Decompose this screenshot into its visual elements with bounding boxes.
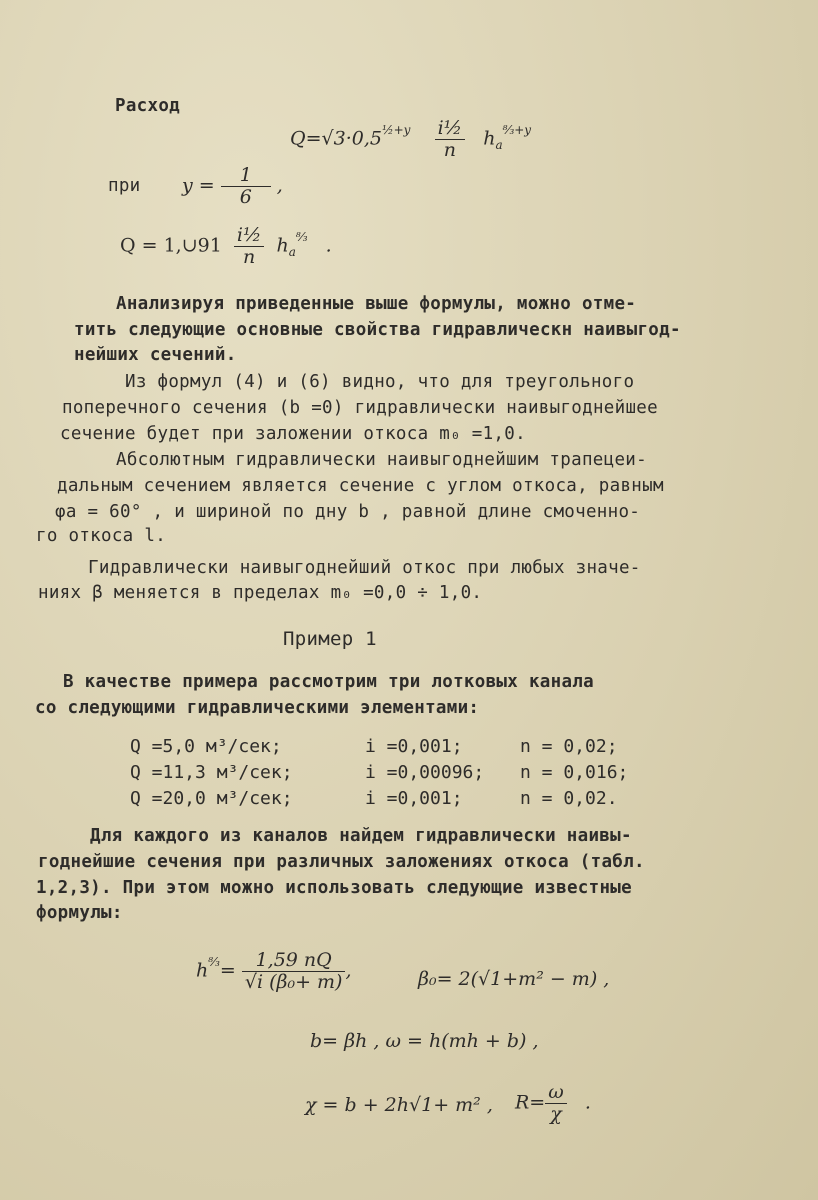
channel-n: n = 0,016; (520, 762, 629, 783)
para3-line1: Абсолютным гидравлически наивыгоднейшим трапецеи- (116, 450, 647, 470)
para1-line1: Анализируя приведенные выше формулы, можно отме- (116, 294, 637, 314)
channel-i: i =0,001; (365, 788, 463, 809)
para6-line1: Для каждого из каналов найдем гидравлически наивы- (90, 826, 632, 846)
para3-line4: го откоса l. (36, 526, 167, 546)
example-title: Пример 1 (283, 628, 377, 650)
para6-line2: годнейшие сечения при различных заложениях откоса (табл. (38, 852, 645, 872)
para4-line2: ниях β меняется в пределах m₀ =0,0 ÷ 1,0. (38, 583, 483, 603)
formula-r: R= $\frac{\omega}{\chi}$ . (515, 1081, 591, 1125)
channel-q: Q =11,3 м³/сек; (130, 762, 293, 783)
para5-line2: со следующими гидравлическими элементами: (35, 698, 480, 718)
para2-line2: поперечного сечения (b =0) гидравлически наивыгоднейшее (62, 398, 658, 418)
para6-line4: формулы: (36, 903, 123, 923)
formula-q-specific: Q = 1,∪91 $\frac{\text{i½}}{n}$ $h_a^{^8⁄_3}$ . (120, 224, 332, 268)
formula-y: y = $\frac{1}{6}$ , (182, 164, 283, 208)
formula-chi: χ = b + 2h√1+ m² , (305, 1094, 493, 1116)
channel-i: i =0,00096; (365, 762, 485, 783)
para1-line3: нейших сечений. (74, 345, 237, 365)
para2-line3: сечение будет при заложении откоса m₀ =1,0. (60, 424, 526, 444)
para2-line1: Из формул (4) и (6) видно, что для треугольного (125, 372, 635, 392)
para4-line1: Гидравлически наивыгоднейший откос при любых значе- (88, 558, 641, 578)
channel-i: i =0,001; (365, 736, 463, 757)
formula-beta0: β₀= 2(√1+m² − m) , (418, 968, 610, 990)
formula-h: $h^{^8⁄_3}=$ $\frac{1,59 nQ}{\text{√i (β₀+ m)}}$ , (196, 949, 352, 993)
channel-n: n = 0,02; (520, 736, 618, 757)
channel-n: n = 0,02. (520, 788, 618, 809)
channel-q: Q =5,0 м³/сек; (130, 736, 282, 757)
para1-line2: тить следующие основные свойства гидравлическн наивыгод- (74, 320, 681, 340)
when-label: при (108, 176, 141, 196)
para5-line1: В качестве примера рассмотрим три лотковых канала (63, 672, 594, 692)
channel-q: Q =20,0 м³/сек; (130, 788, 293, 809)
para3-line2: дальным сечением является сечение с углом откоса, равным (57, 476, 664, 496)
para6-line3: 1,2,3). При этом можно использовать следующие известные (36, 878, 632, 898)
formula-q-general: $Q=√3\cdot 0,5^{\frac{1}{2}+y}$ $\frac{\text{i½}}{n}$ $h_a^{^8⁄_3+y}$ (290, 117, 532, 161)
para3-line3: φa = 60° , и шириной по дну b , равной длине смоченно- (55, 502, 641, 522)
section-label: Расход (115, 96, 181, 116)
formula-b-omega: b= βh , ω = h(mh + b) , (310, 1030, 539, 1052)
